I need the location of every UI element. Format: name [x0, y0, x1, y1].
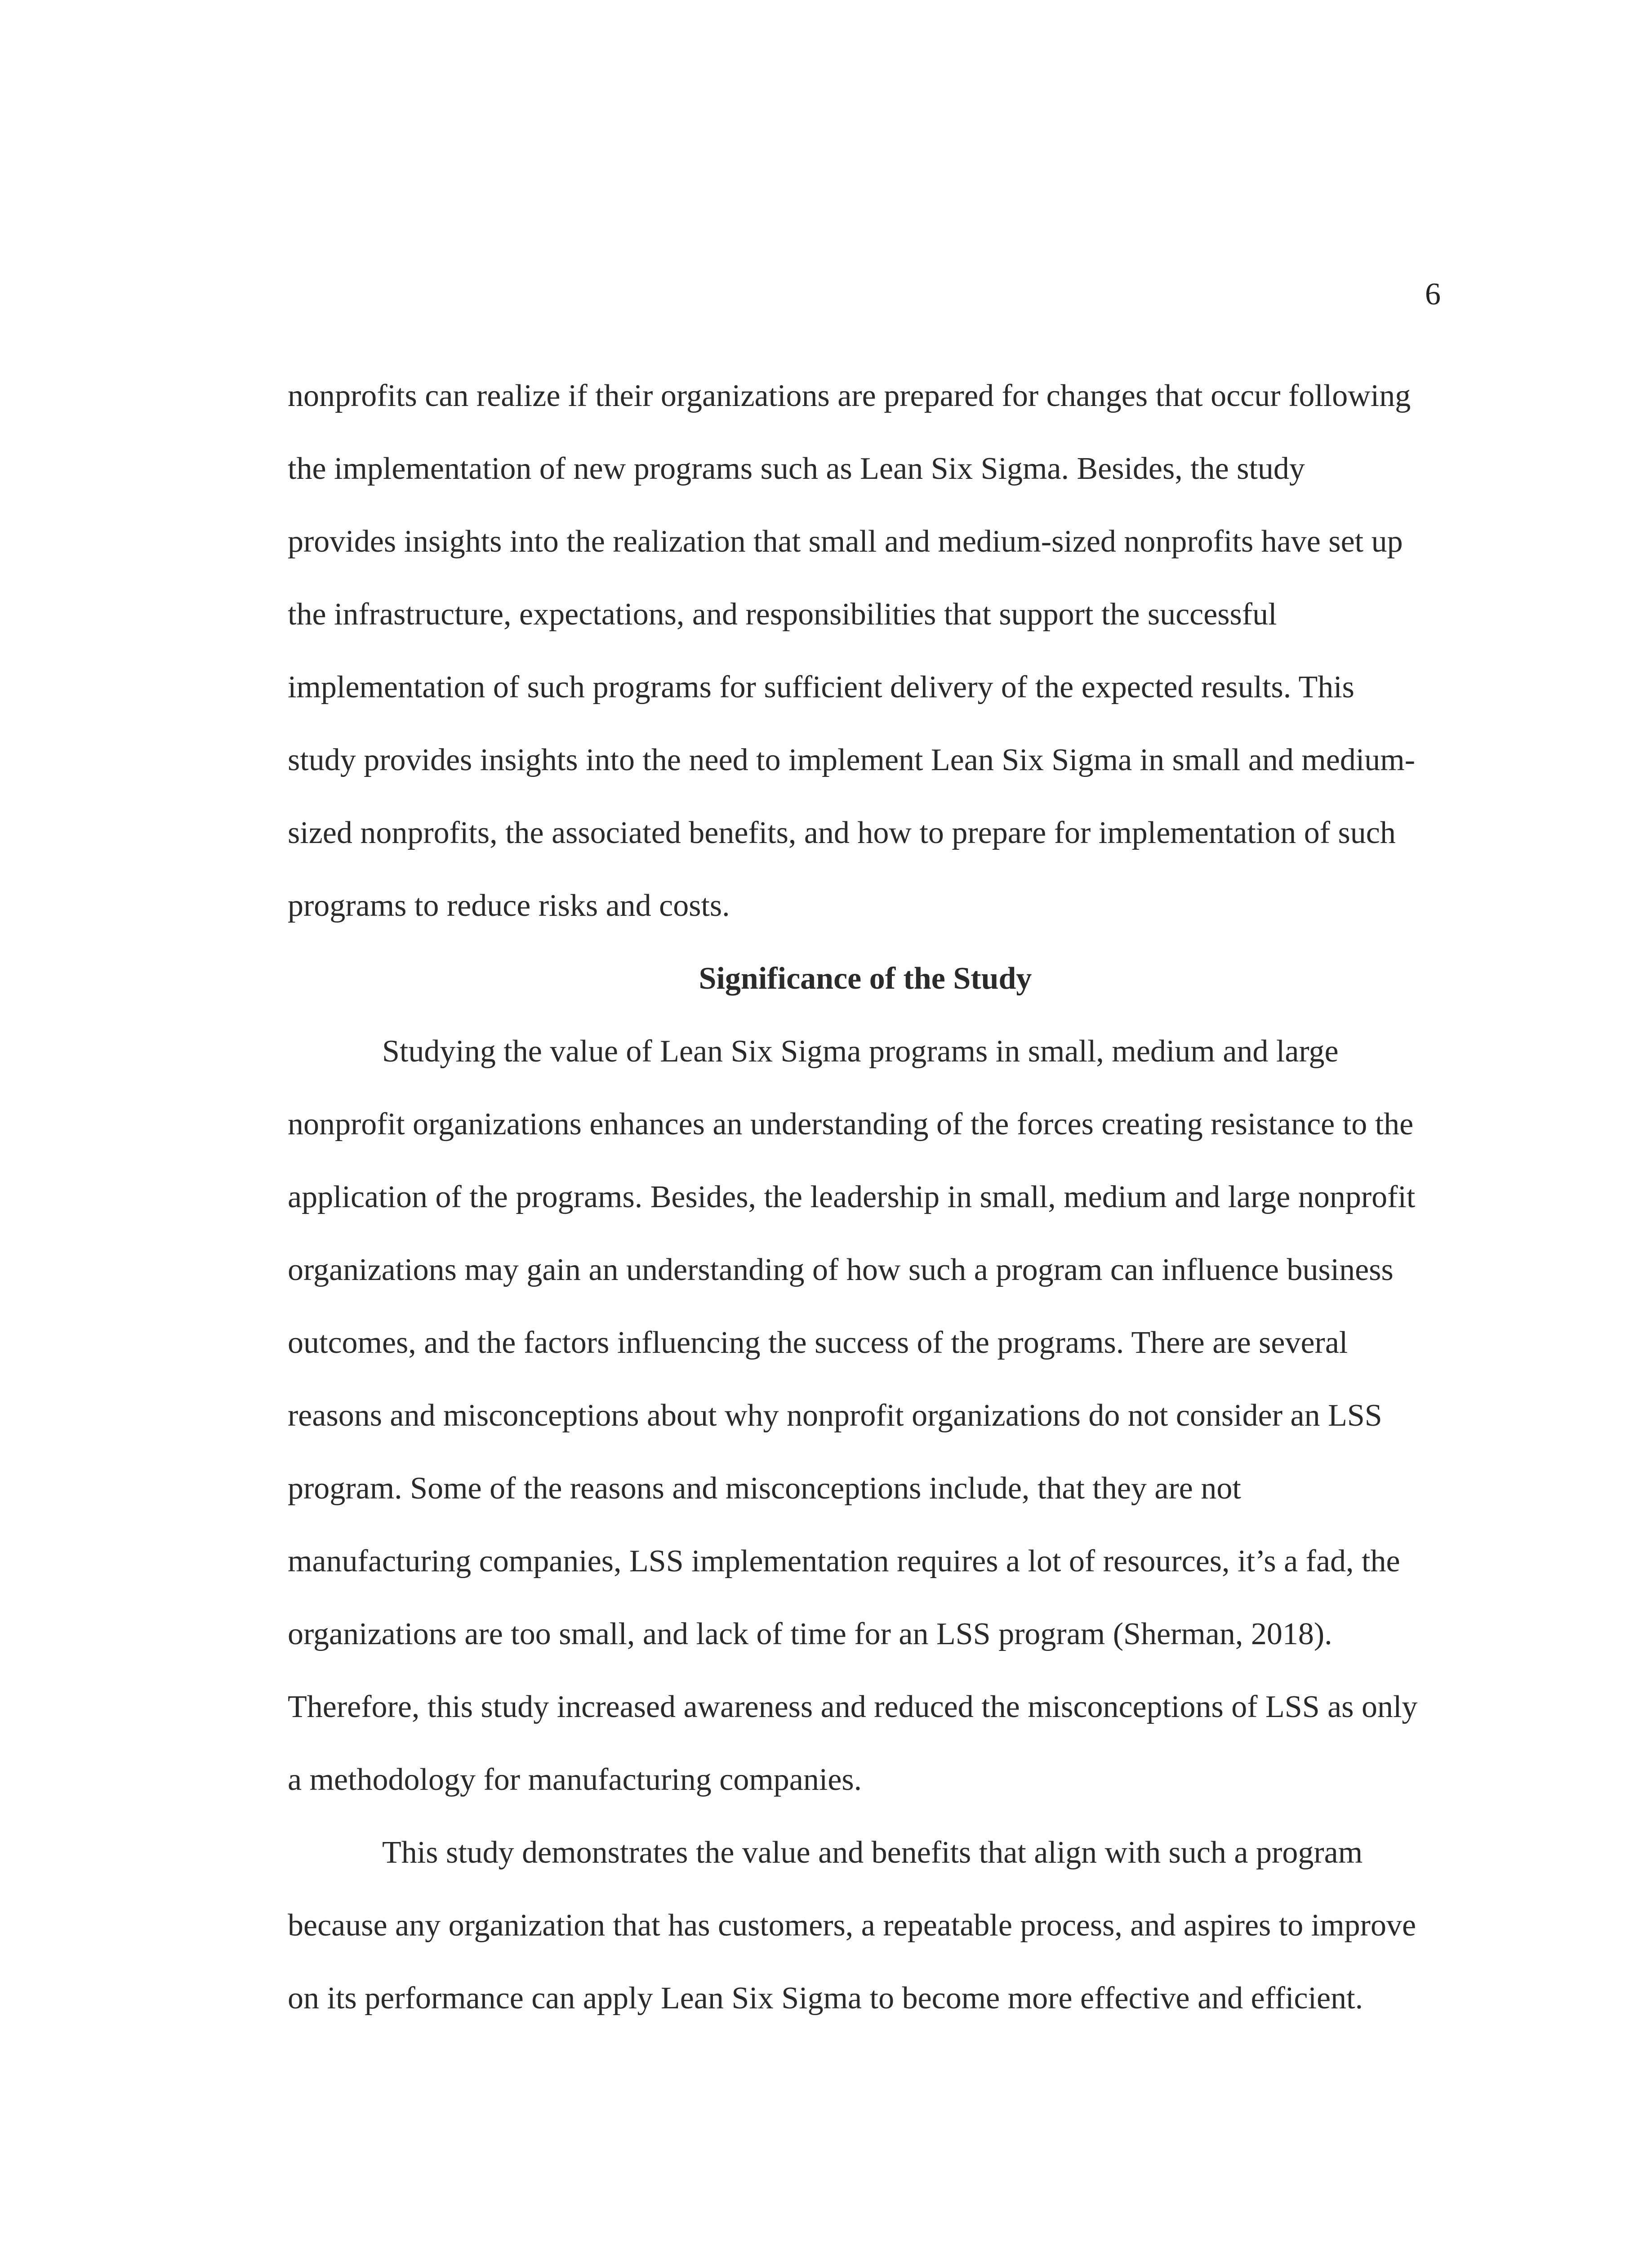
text-line: on its performance can apply Lean Six Sigma to become more effective and efficient. — [288, 1981, 1363, 2016]
text-line: sized nonprofits, the associated benefits, and how to prepare for implementation of such — [288, 816, 1396, 850]
text-line: Studying the value of Lean Six Sigma programs in small, medium and large — [382, 1034, 1339, 1069]
section-heading: Significance of the Study — [699, 961, 1032, 996]
text-line: reasons and misconceptions about why nonprofit organizations do not consider an LSS — [288, 1398, 1382, 1433]
text-line: a methodology for manufacturing companies. — [288, 1762, 862, 1797]
text-line: provides insights into the realization that small and medium-sized nonprofits have set up — [288, 524, 1403, 559]
page-number: 6 — [1425, 277, 1441, 312]
text-line: organizations are too small, and lack of time for an LSS program (Sherman, 2018). — [288, 1617, 1332, 1651]
text-line: nonprofits can realize if their organizations are prepared for changes that occur following — [288, 379, 1411, 413]
body-text — [288, 360, 1443, 2035]
text-line: because any organization that has customers, a repeatable process, and aspires to improve — [288, 1908, 1416, 1943]
text-line: programs to reduce risks and costs. — [288, 888, 730, 923]
paragraph-1 — [288, 360, 1443, 942]
text-line: nonprofit organizations enhances an understanding of the forces creating resistance to the — [288, 1107, 1414, 1142]
text-line: the implementation of new programs such as Lean Six Sigma. Besides, the study — [288, 451, 1305, 486]
text-line: Therefore, this study increased awareness and reduced the misconceptions of LSS as only — [288, 1690, 1418, 1724]
text-line: manufacturing companies, LSS implementation requires a lot of resources, it’s a fad, the — [288, 1544, 1400, 1579]
text-line: program. Some of the reasons and misconceptions include, that they are not — [288, 1471, 1241, 1506]
text-line: study provides insights into the need to implement Lean Six Sigma in small and medium- — [288, 743, 1416, 777]
text-line: outcomes, and the factors influencing the success of the programs. There are several — [288, 1325, 1348, 1360]
text-line: application of the programs. Besides, the leadership in small, medium and large nonprofit — [288, 1180, 1416, 1214]
text-line: implementation of such programs for sufficient delivery of the expected results. This — [288, 670, 1354, 705]
paragraph-2 — [288, 1015, 1443, 1816]
paragraph-3 — [288, 1816, 1443, 2035]
text-line: This study demonstrates the value and benefits that align with such a program — [382, 1835, 1363, 1870]
text-line: the infrastructure, expectations, and responsibilities that support the successful — [288, 597, 1277, 632]
text-line: organizations may gain an understanding of how such a program can influence business — [288, 1253, 1394, 1287]
